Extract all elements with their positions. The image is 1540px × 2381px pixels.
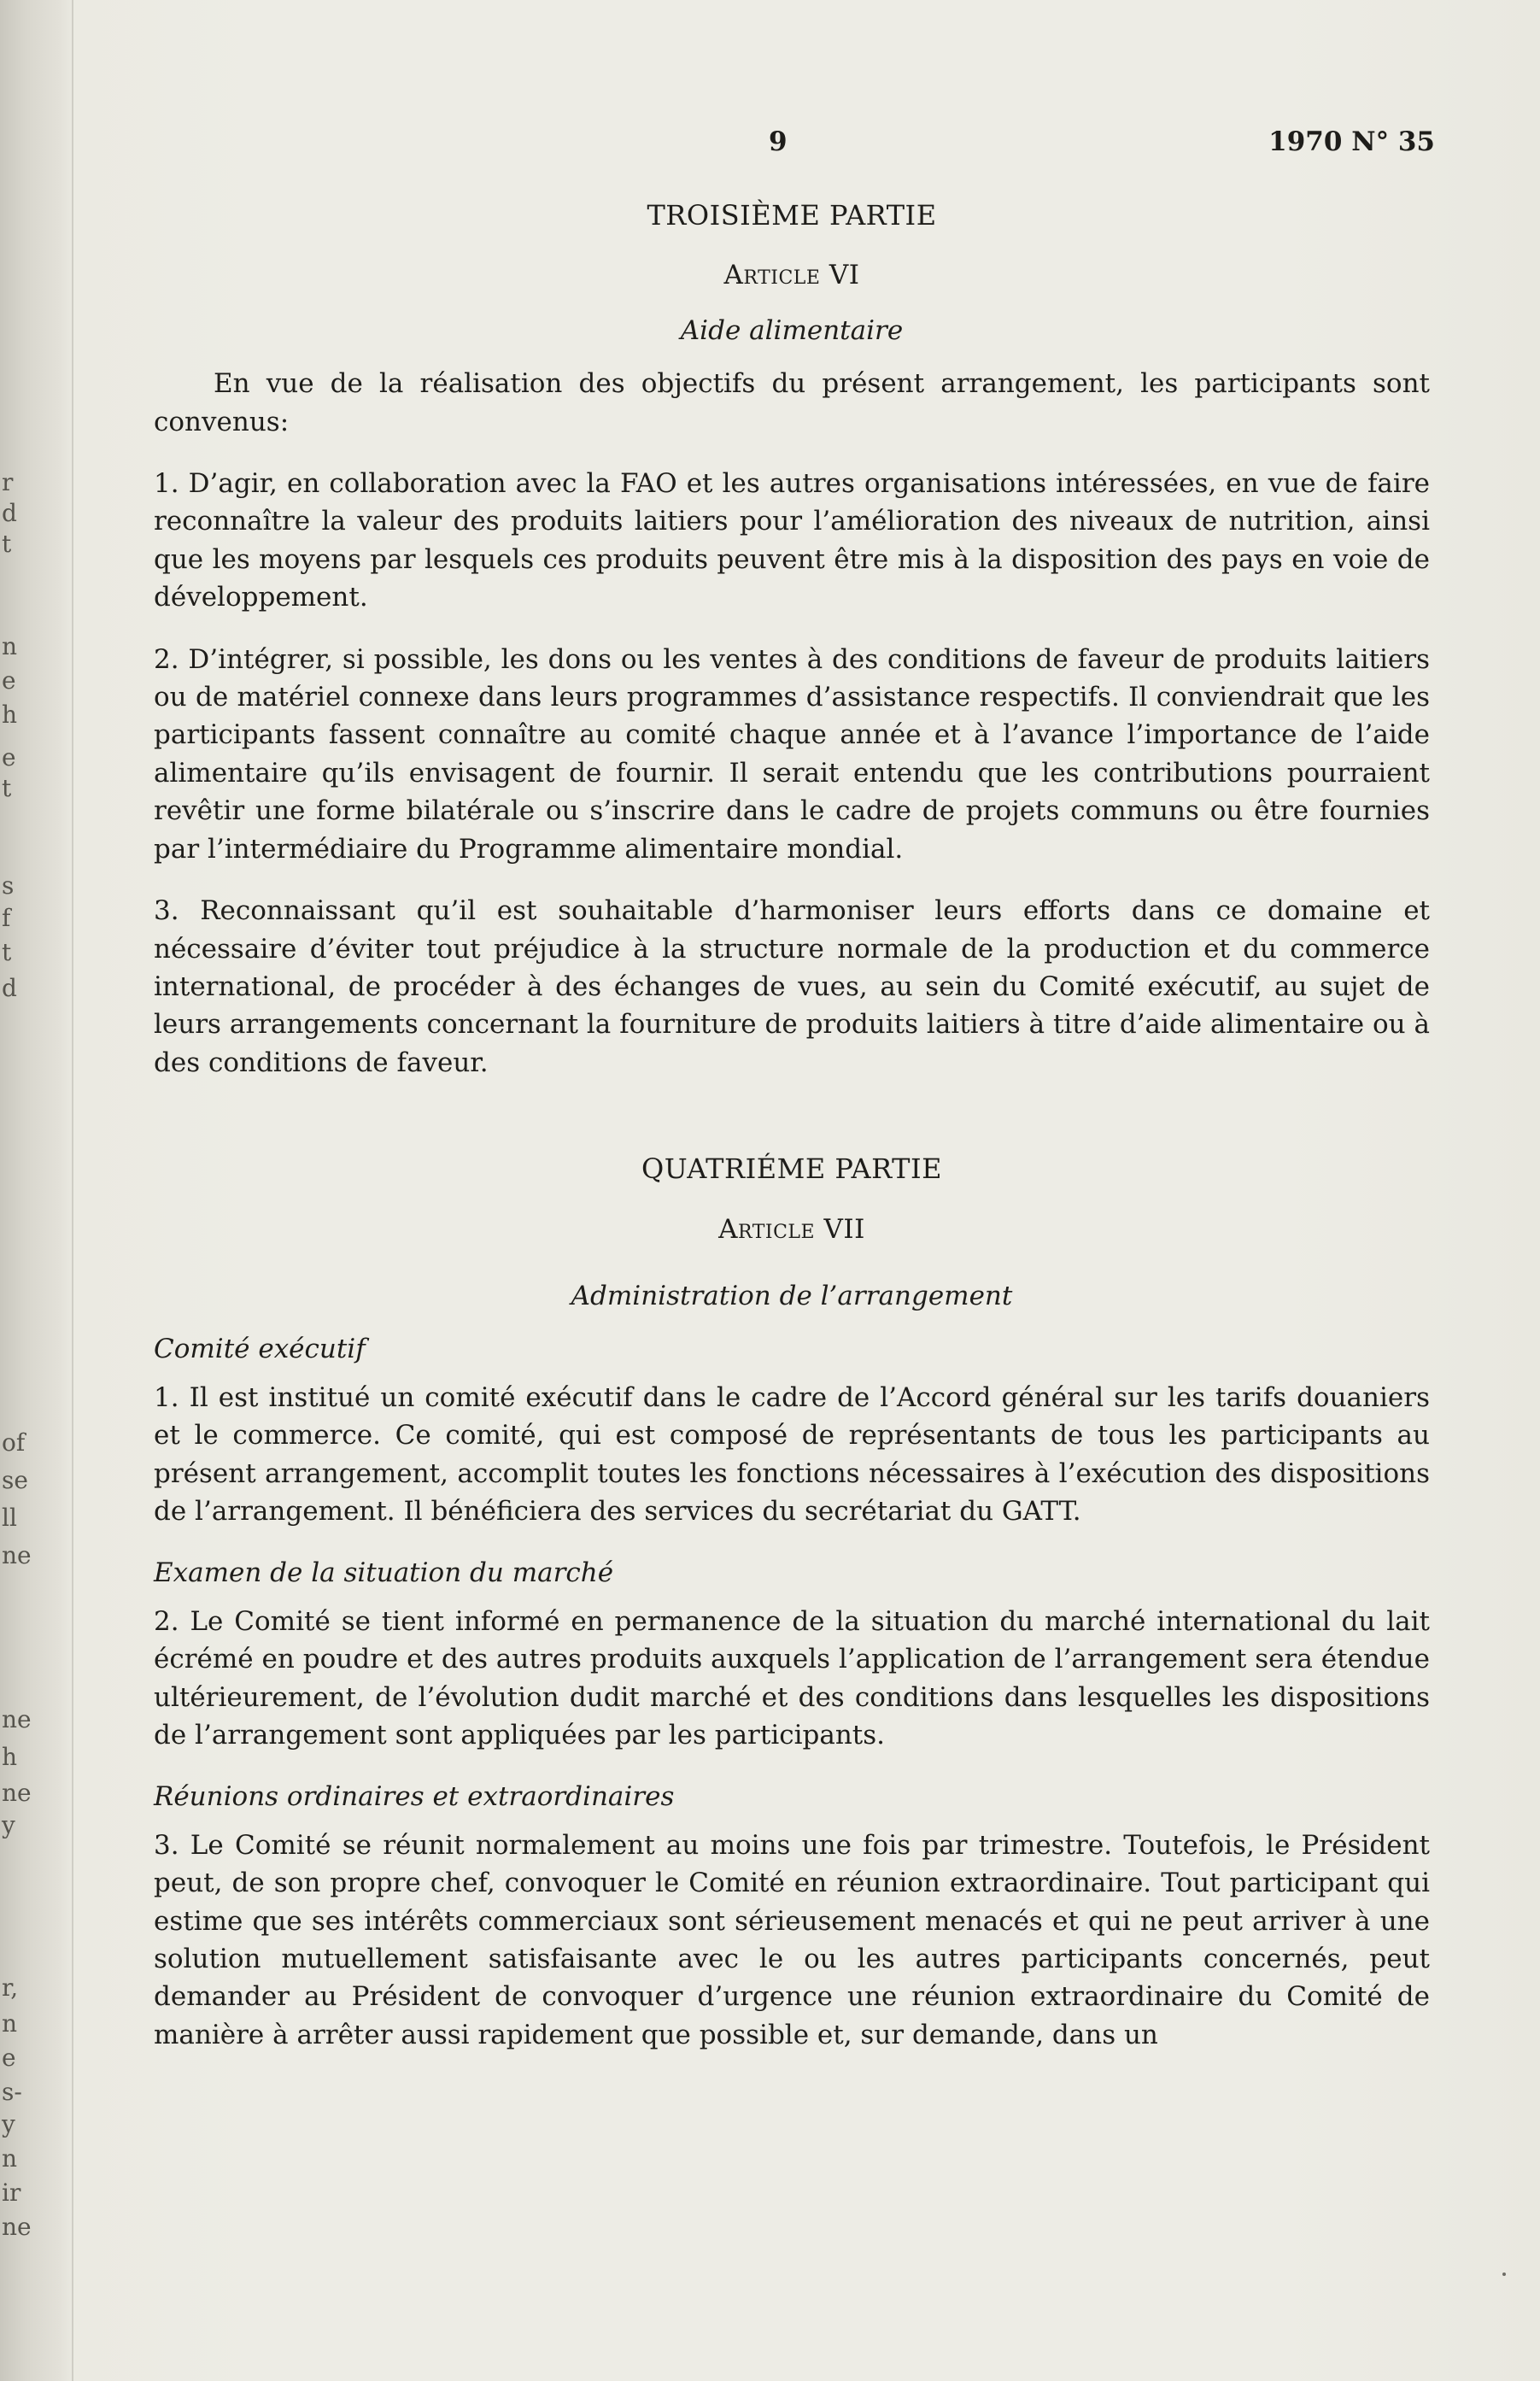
margin-fragment: ne	[2, 1541, 32, 1569]
article-vii-subtitle: Administration de l’arrangement	[571, 1280, 1013, 1311]
margin-fragment: y	[2, 1811, 15, 1839]
margin-fragment: n	[2, 2144, 18, 2173]
margin-fragment: n	[2, 632, 18, 660]
heading-spacer	[154, 1265, 1430, 1277]
article-vii-paragraph-1: 1. Il est institué un comité exécutif dans le cadre de l’Accord général sur les tarifs douaniers et le commerce. Ce comité, qui est composé de représentants de tous les participants au présent arrangement, accomplit toutes les fonctions nécessaires à l’exécution des dispositions de l’arrangement. Il bénéficiera des services du secrétariat du GATT.	[154, 1381, 1430, 1527]
margin-fragment: t	[2, 774, 12, 802]
section-spacer	[154, 1105, 1430, 1150]
margin-fragment: h	[2, 1743, 18, 1771]
part-three-title: TROISIÈME PARTIE	[647, 199, 937, 232]
margin-fragment: r,	[2, 1973, 19, 2002]
margin-fragment: se	[2, 1466, 28, 1494]
margin-fragment: h	[2, 701, 18, 729]
margin-fragment: n	[2, 2009, 18, 2038]
section-heading-reunions: Réunions ordinaires et extraordinaires	[154, 1781, 675, 1813]
part-four-title: QUATRIÉME PARTIE	[641, 1152, 942, 1186]
article-vii-heading: Article VII	[718, 1213, 865, 1245]
margin-fragment: s	[2, 871, 15, 900]
margin-fragment: f	[2, 904, 11, 932]
journal-reference: 1970 N° 35	[1268, 126, 1435, 157]
margin-fragment: ne	[2, 1705, 32, 1733]
article-vi-intro: En vue de la réalisation des objectifs du présent arrangement, les participants sont convenus:	[154, 368, 1430, 437]
margin-fragment: ne	[2, 1779, 32, 1807]
section-heading-comite-executif: Comité exécutif	[154, 1334, 366, 1365]
margin-fragment: ne	[2, 2213, 32, 2241]
margin-fragment: ll	[2, 1504, 17, 1532]
margin-fragment: d	[2, 974, 17, 1002]
margin-fragment: e	[2, 666, 16, 695]
running-head	[154, 126, 1435, 164]
article-vi-paragraph-3: 3. Reconnaissant qu’il est souhaitable d’harmoniser leurs efforts dans ce domaine et nécessaire d’éviter tout préjudice à la structure normale de la production et du commerce international, de procéder à des échanges de vues, au sein du Comité exécutif, au sujet de leurs arrangements concernant la fourniture de produits laitiers à titre d’aide alimentaire ou à des conditions de faveur.	[154, 895, 1430, 1078]
margin-fragment: y	[2, 2110, 15, 2138]
margin-fragment: t	[2, 530, 12, 558]
margin-fragment: e	[2, 743, 16, 771]
part-three	[154, 196, 1430, 1082]
margin-fragment: of	[2, 1428, 26, 1457]
margin-fragment: r	[2, 468, 14, 496]
margin-fragment: t	[2, 938, 12, 966]
margin-fragment: e	[2, 2044, 16, 2072]
article-vii-paragraph-2: 2. Le Comité se tient informé en permanence de la situation du marché international du lait écrémé en poudre et des autres produits auxquels l’application de l’arrangement sera étendue ultérieurement, de l’évolution dudit marché et des conditions dans lesquelles les dispositions de l’arrangement sont appliquées par les participants.	[154, 1605, 1430, 1751]
article-vi-paragraph-2: 2. D’intégrer, si possible, les dons ou les ventes à des conditions de faveur de produits laitiers ou de matériel connexe dans leurs programmes d’assistance respectifs. Il conviendrait que les participants fassent connaître au comité chaque année et à l’avance l’importance de l’aide alimentaire qu’ils envisagent de fournir. Il serait entendu que les contributions pourraient revêtir une forme bilatérale ou s’inscrire dans le cadre de projets communs ou être fournies par l’intermédiaire du Programme alimentaire mondial.	[154, 643, 1430, 865]
margin-fragment: ir	[2, 2179, 21, 2207]
margin-fragment: s-	[2, 2078, 22, 2106]
document-body	[154, 196, 1430, 2078]
scan-speck	[1502, 2273, 1506, 2276]
section-heading-examen-marche: Examen de la situation du marché	[154, 1557, 614, 1589]
page-number: 9	[769, 126, 788, 157]
article-vi-paragraph-1: 1. D’agir, en collaboration avec la FAO et les autres organisations intéressées, en vue de faire reconnaître la valeur des produits laitiers pour l’amélioration des niveaux de nutrition, ainsi que les moyens par lesquels ces produits peuvent être mis à la disposition des pays en voie de développement.	[154, 468, 1430, 613]
article-vi-subtitle: Aide alimentaire	[680, 314, 904, 346]
article-vi-heading: Article VI	[723, 260, 860, 291]
gutter-fold-line	[72, 0, 73, 2381]
part-four	[154, 1150, 1430, 2054]
article-vii-paragraph-3: 3. Le Comité se réunit normalement au moins une fois par trimestre. Toutefois, le Président peut, de son propre chef, convoquer le Comité en réunion extraordinaire. Tout participant qui estime que ses intérêts commerciaux sont sérieusement menacés et qui ne peut arriver à une solution mutuellement satisfaisante avec le ou les autres participants concernés, peut demander au Président de convoquer d’urgence une réunion extraordinaire du Comité de manière à arrêter aussi rapidement que possible et, sur demande, dans un	[154, 1829, 1430, 2050]
margin-fragment: d	[2, 499, 17, 527]
